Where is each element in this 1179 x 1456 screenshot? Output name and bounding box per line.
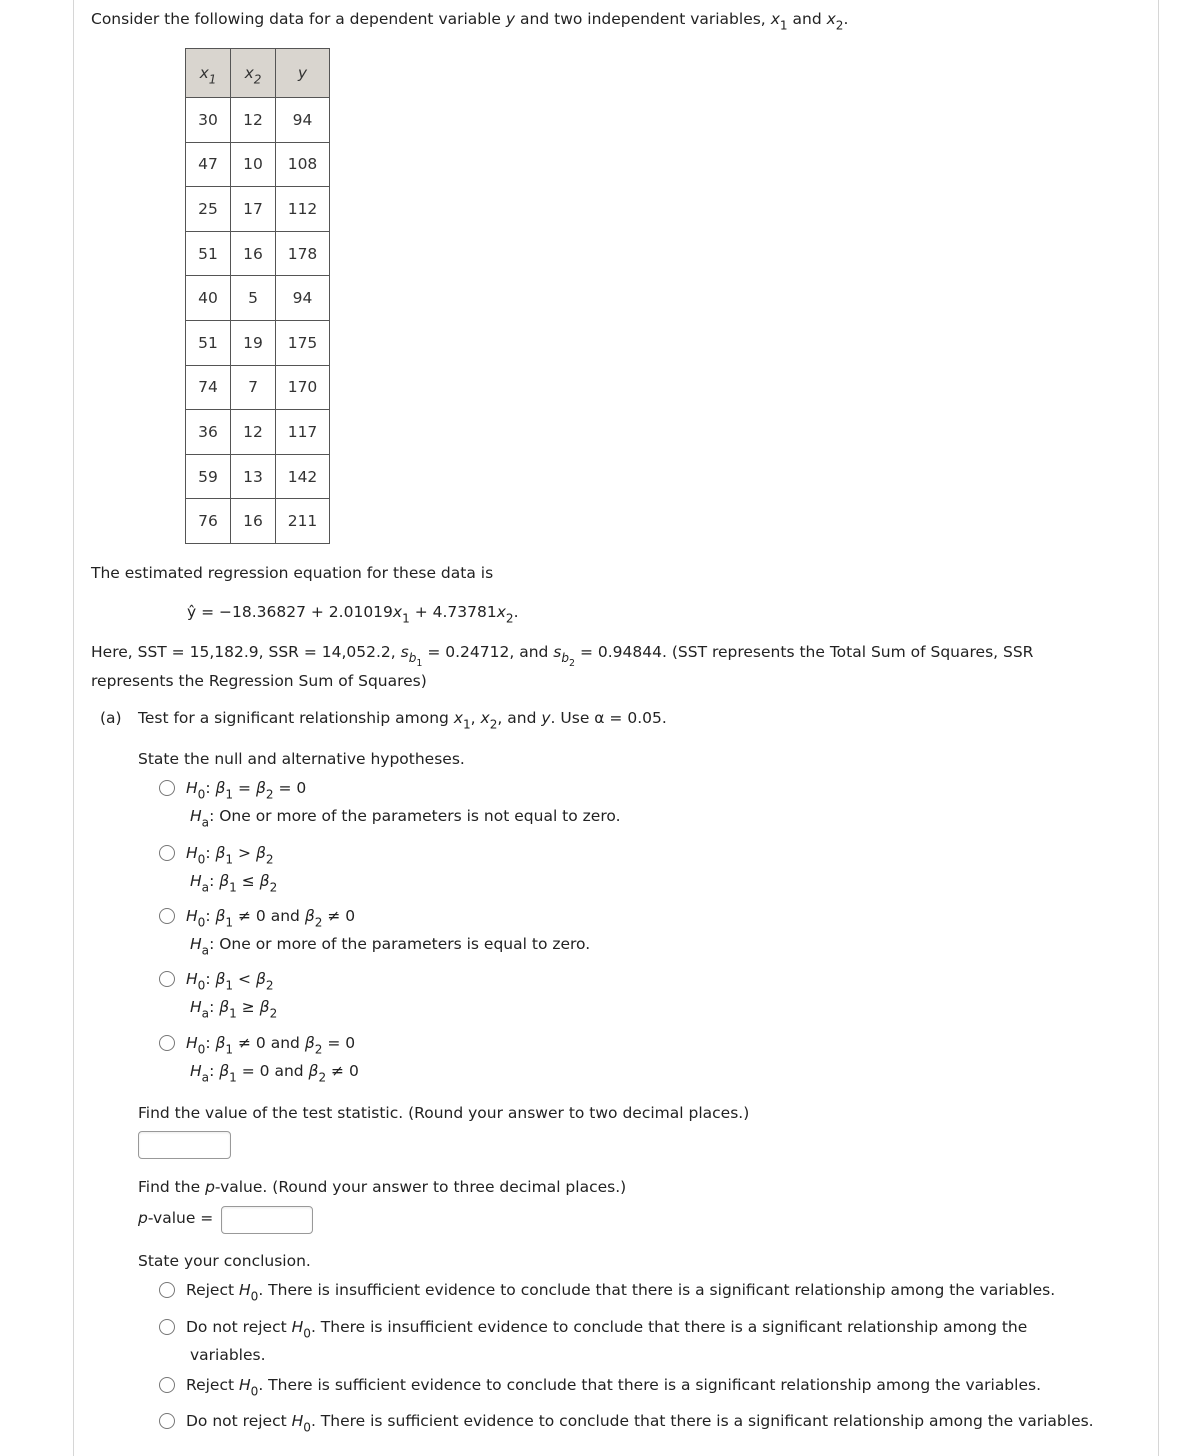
table-row [186, 276, 330, 321]
cell: 16 [231, 499, 276, 544]
hypothesis-option-4-radio[interactable] [159, 971, 175, 987]
cell: 178 [276, 231, 330, 276]
cell: 211 [276, 499, 330, 544]
conclusion-option-3-radio[interactable] [159, 1377, 175, 1393]
hypothesis-option-2-radio[interactable] [159, 845, 175, 861]
conclusion-option-1-text: Reject $H_0$. There is insufficient evidence to conclude that there is a significant relationship among the variables. [186, 1281, 1056, 1304]
conclusion-option-2-text: Do not reject $H_0$. There is insufficient evidence to conclude that there is a significant relationship among the [186, 1318, 1028, 1341]
test-statistic-prompt: Find the value of the test statistic. (Round your answer to two decimal places.) [138, 1104, 750, 1122]
column-header-x2: $x_2$ [231, 49, 276, 98]
cell: 25 [186, 187, 231, 232]
hypothesis-option-3-h0: $H_0$: $\beta_1 \ne 0$ and $\beta_2 \ne 0$ [186, 907, 356, 930]
column-header-x1: $x_1$ [186, 49, 231, 98]
hypothesis-option-5-radio[interactable] [159, 1035, 175, 1051]
part-a-label: (a) [100, 709, 122, 727]
conclusion-option-2-text-cont: variables. [190, 1346, 266, 1364]
pvalue-input[interactable] [221, 1206, 313, 1234]
cell: 12 [231, 98, 276, 143]
cell: 10 [231, 142, 276, 187]
hypothesis-option-2-ha: $H_a$: $\beta_1 \le \beta_2$ [190, 872, 278, 895]
table-row [186, 499, 330, 544]
cell: 5 [231, 276, 276, 321]
table-row [186, 454, 330, 499]
cell: 94 [276, 98, 330, 143]
page-border-left [73, 0, 74, 1456]
cell: 12 [231, 410, 276, 455]
table-row [186, 320, 330, 365]
page-border-right [1158, 0, 1159, 1456]
conclusion-option-3-text: Reject $H_0$. There is sufficient evidence to conclude that there is a significant relationship among the variables. [186, 1376, 1041, 1399]
part-a-question: Test for a significant relationship among $x_1$, $x_2$, and y. Use α = 0.05. [138, 709, 667, 732]
pvalue-label: p-value = [138, 1209, 214, 1227]
cell: 175 [276, 320, 330, 365]
table-row [186, 410, 330, 455]
cell: 142 [276, 454, 330, 499]
hypotheses-prompt: State the null and alternative hypotheses. [138, 750, 465, 768]
cell: 94 [276, 276, 330, 321]
cell: 51 [186, 231, 231, 276]
hypothesis-option-1-h0: $H_0$: $\beta_1 = \beta_2 = 0$ [186, 779, 307, 802]
conclusion-option-2-radio[interactable] [159, 1319, 175, 1335]
stats-line-1: Here, SST = 15,182.9, SSR = 14,052.2, $s_{b_1} = 0.24712$, and $s_{b_2} = 0.94844$. (SST represents the Total Sum of Squares, SSR [91, 643, 1034, 670]
estimated-text: The estimated regression equation for these data is [91, 564, 494, 582]
intro-text: Consider the following data for a dependent variable y and two independent variables, $x_1$ and $x_2$. [91, 10, 849, 33]
cell: 36 [186, 410, 231, 455]
hypothesis-option-4-h0: $H_0$: $\beta_1 < \beta_2$ [186, 970, 274, 993]
cell: 13 [231, 454, 276, 499]
regression-equation: ŷ = $-18.36827 + 2.01019x_1 + 4.73781x_2$. [187, 603, 519, 626]
cell: 17 [231, 187, 276, 232]
cell: 170 [276, 365, 330, 410]
cell: 40 [186, 276, 231, 321]
cell: 108 [276, 142, 330, 187]
column-header-y: y [276, 49, 330, 98]
table-row [186, 187, 330, 232]
data-table [185, 48, 330, 544]
cell: 117 [276, 410, 330, 455]
table-row [186, 231, 330, 276]
test-statistic-input[interactable] [138, 1131, 231, 1159]
hypothesis-option-3-radio[interactable] [159, 908, 175, 924]
hypothesis-option-1-radio[interactable] [159, 780, 175, 796]
table-row [186, 142, 330, 187]
conclusion-option-1-radio[interactable] [159, 1282, 175, 1298]
cell: 59 [186, 454, 231, 499]
cell: 51 [186, 320, 231, 365]
conclusion-option-4-text: Do not reject $H_0$. There is sufficient evidence to conclude that there is a significant relationship among the variables. [186, 1412, 1094, 1435]
cell: 74 [186, 365, 231, 410]
cell: 30 [186, 98, 231, 143]
cell: 7 [231, 365, 276, 410]
cell: 16 [231, 231, 276, 276]
table-row [186, 98, 330, 143]
hypothesis-option-5-ha: $H_a$: $\beta_1 = 0$ and $\beta_2 \ne 0$ [190, 1062, 359, 1085]
conclusion-prompt: State your conclusion. [138, 1252, 311, 1270]
table-row [186, 365, 330, 410]
hypothesis-option-1-ha: $H_a$: One or more of the parameters is not equal to zero. [190, 807, 621, 830]
cell: 76 [186, 499, 231, 544]
hypothesis-option-4-ha: $H_a$: $\beta_1 \ge \beta_2$ [190, 998, 278, 1021]
hypothesis-option-5-h0: $H_0$: $\beta_1 \ne 0$ and $\beta_2 = 0$ [186, 1034, 356, 1057]
hypothesis-option-2-h0: $H_0$: $\beta_1 > \beta_2$ [186, 844, 274, 867]
hypothesis-option-3-ha: $H_a$: One or more of the parameters is equal to zero. [190, 935, 591, 958]
cell: 19 [231, 320, 276, 365]
pvalue-prompt: Find the p-value. (Round your answer to three decimal places.) [138, 1178, 627, 1196]
stats-line-2: represents the Regression Sum of Squares) [91, 672, 427, 690]
cell: 112 [276, 187, 330, 232]
conclusion-option-4-radio[interactable] [159, 1413, 175, 1429]
cell: 47 [186, 142, 231, 187]
